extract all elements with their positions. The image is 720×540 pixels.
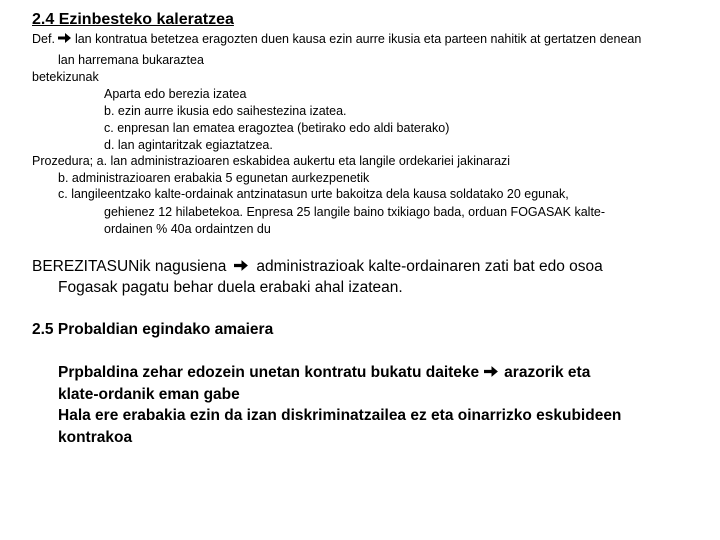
procedure-item-c-continuation: ordainen % 40a ordaintzen du — [104, 222, 271, 236]
trial-text-end: arazorik eta — [504, 364, 591, 381]
trial-line-continuation: klate-ordanik eman gabe — [58, 386, 240, 403]
definition-prefix: Def. — [32, 32, 55, 46]
specialty-line — [32, 256, 603, 278]
procedure-line: Prozedura; a. lan administrazioaren eskabidea aukertu eta langile ordekariei jakinarazi — [32, 154, 511, 168]
requirement-item: d. lan agintaritzak egiaztatzea. — [104, 138, 273, 152]
trial-text: Prpbaldina zehar edozein unetan kontratu bukatu daiteke — [58, 364, 480, 381]
procedure-item-c-continuation: gehienez 12 hilabetekoa. Enpresa 25 langile baino txikiago bada, orduan FOGASAK kalte- — [104, 205, 606, 219]
specialty-continuation: Fogasak pagatu behar duela erabaki ahal izatean. — [58, 279, 403, 296]
definition-line — [32, 31, 641, 48]
procedure-item-c: c. langileentzako kalte-ordainak antzinatasun urte bakoitza dela kausa soldatako 20 egunak, — [58, 187, 569, 201]
trial-line — [58, 362, 590, 384]
right-arrow-icon — [58, 32, 72, 44]
requirement-item: Aparta edo berezia izatea — [104, 87, 247, 101]
right-arrow-icon — [484, 365, 499, 378]
requirements-label: betekizunak — [32, 70, 99, 84]
right-arrow-icon — [234, 259, 249, 272]
definition-continuation: lan harremana bukaraztea — [58, 53, 204, 67]
definition-text: lan kontratua betetzea eragozten duen kausa ezin aurre ikusia eta parteen nahitik at gertatzen denean — [74, 32, 642, 46]
trial-note-continuation: kontrakoa — [58, 429, 133, 446]
specialty-text: administrazioak kalte-ordainaren zati bat edo osoa — [256, 258, 603, 275]
section-title-2-5: 2.5 Probaldian egindako amaiera — [32, 321, 274, 338]
procedure-item-b: b. administrazioaren erabakia 5 egunetan aurkezpenetik — [58, 171, 370, 185]
requirement-item: c. enpresan lan ematea eragoztea (betirako edo aldi baterako) — [104, 121, 450, 135]
trial-note: Hala ere erabakia ezin da izan diskriminatzailea ez eta oinarrizko eskubideen — [58, 407, 622, 424]
requirement-item: b. ezin aurre ikusia edo saihestezina izatea. — [104, 104, 347, 118]
specialty-lead: BEREZITASUNik nagusiena — [32, 258, 227, 275]
section-title-2-4: 2.4 Ezinbesteko kaleratzea — [32, 11, 234, 28]
